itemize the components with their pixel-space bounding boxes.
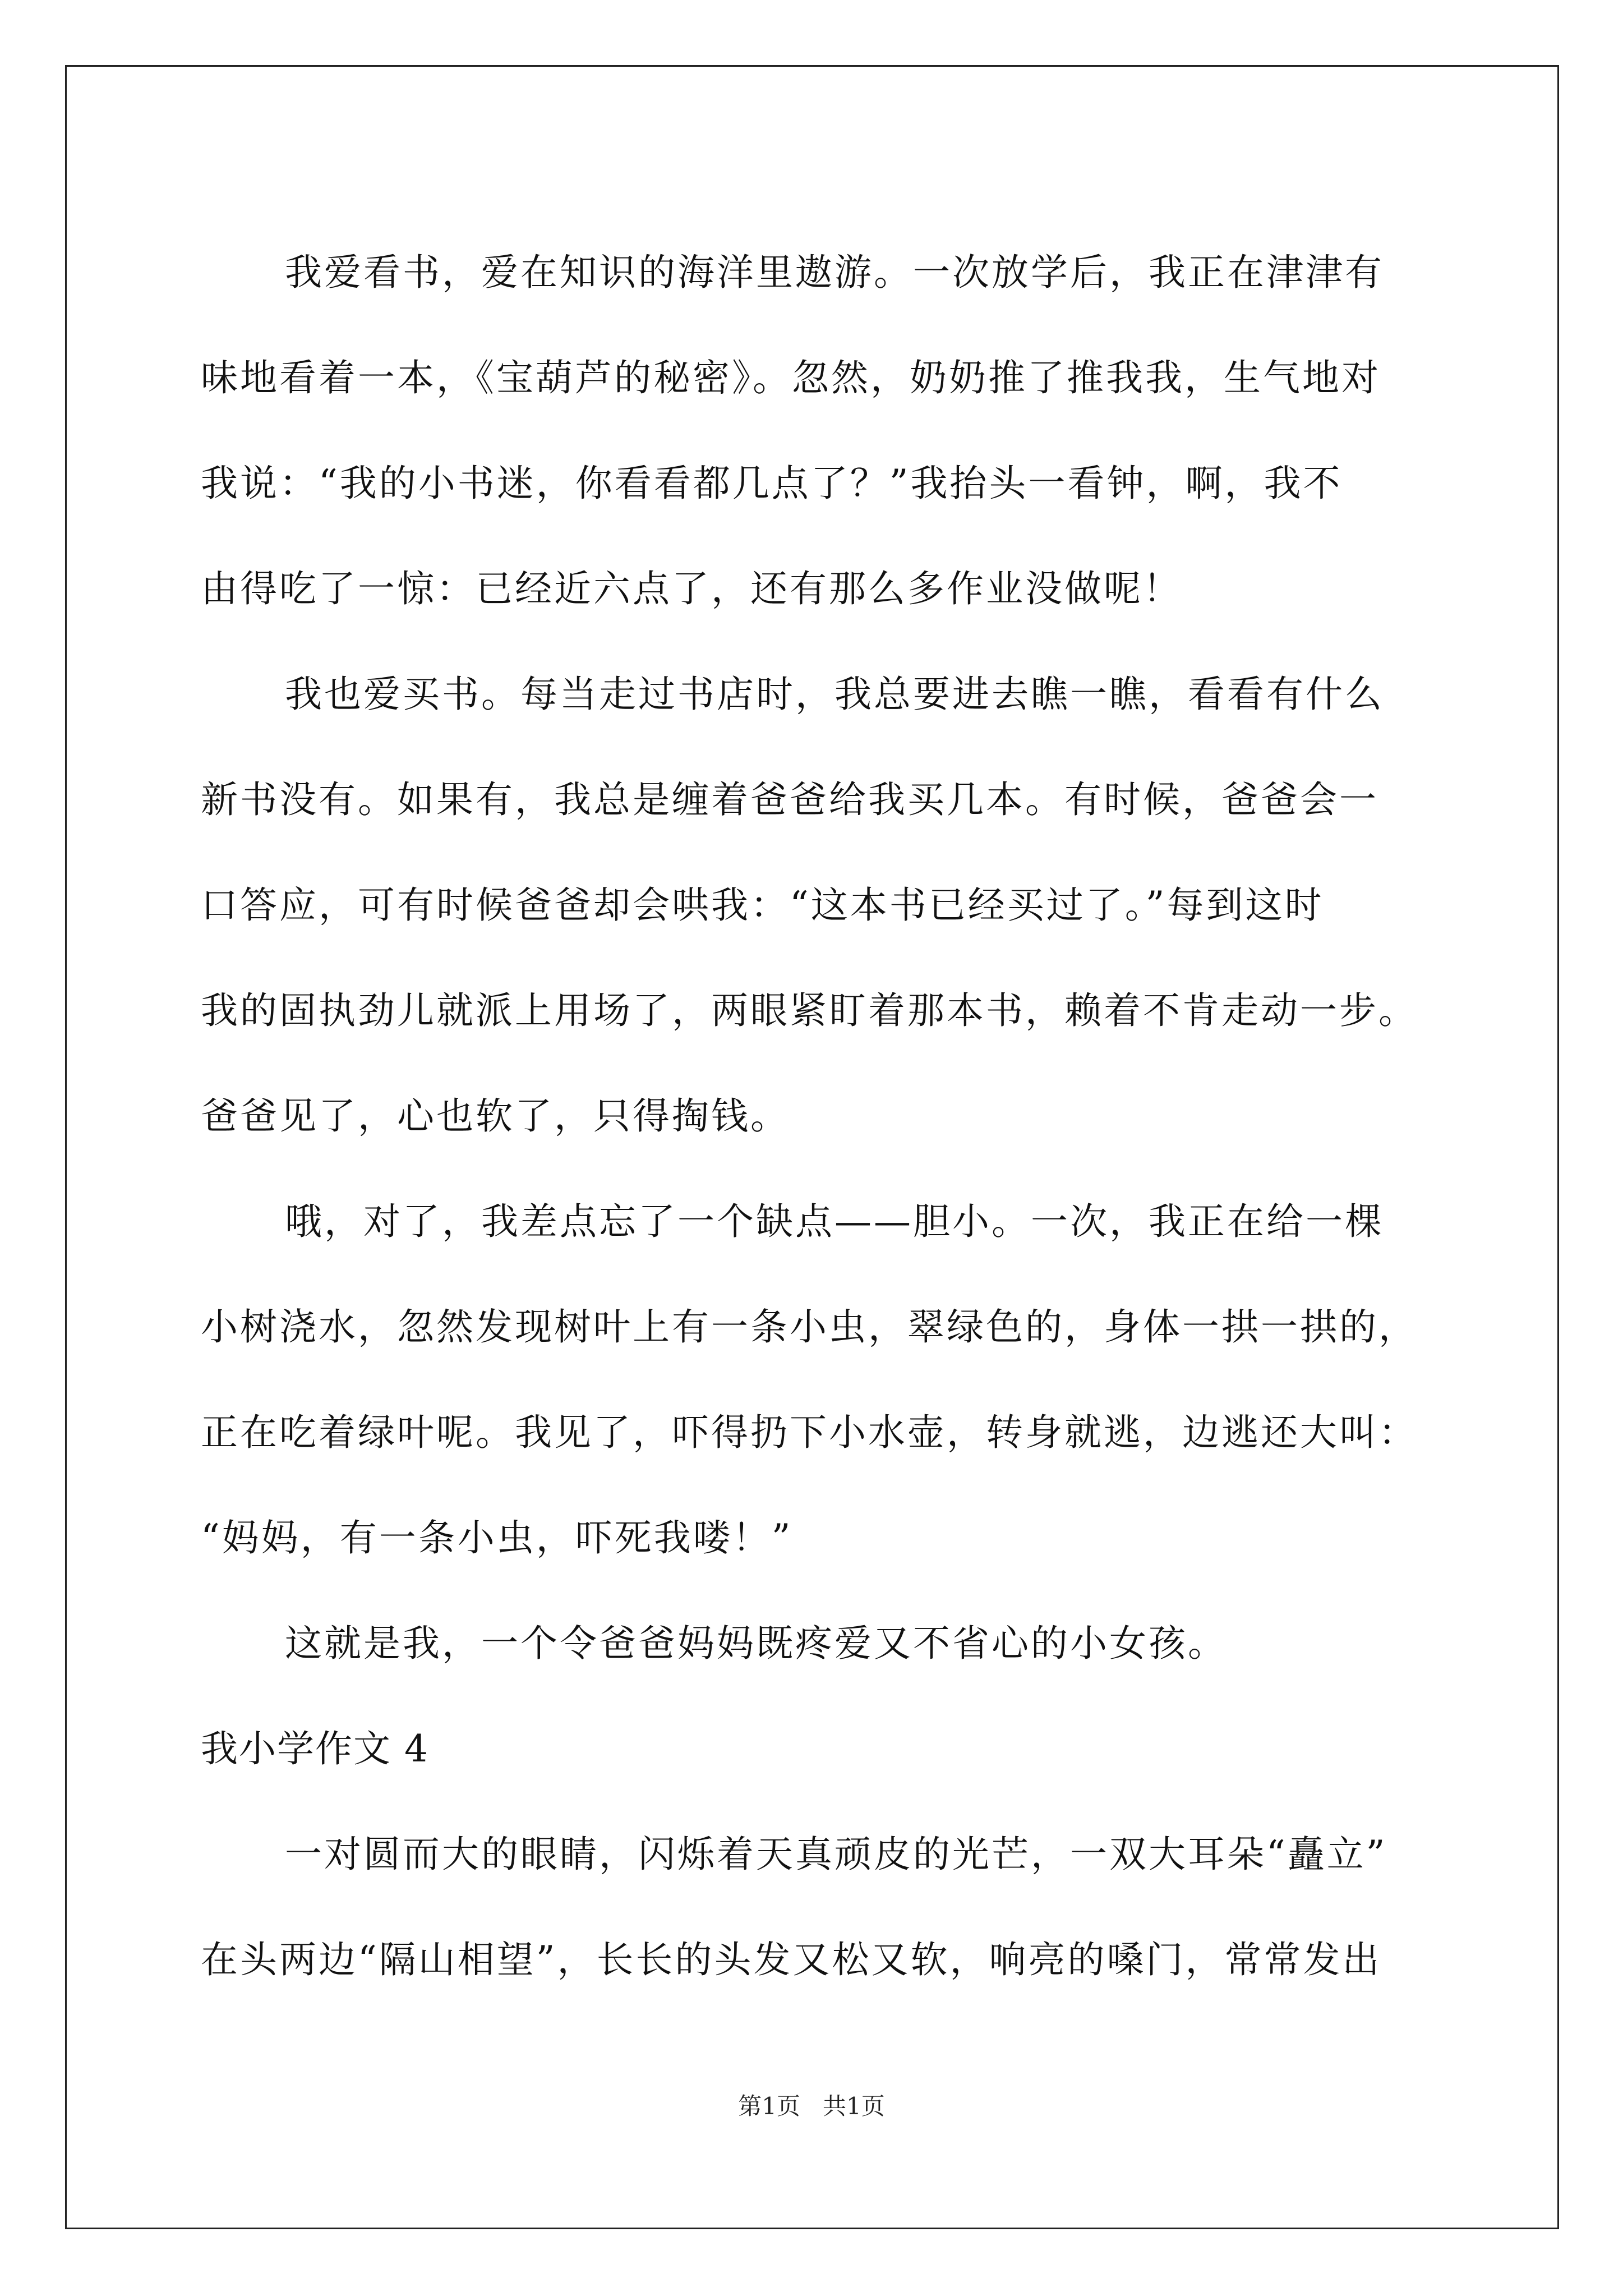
section-heading: 我小学作文 4 — [201, 1727, 429, 1770]
text-line: 味地看着一本，《宝葫芦的秘密》。忽然，奶奶推了推我我，生气地对 — [201, 356, 1381, 399]
text-line: 口答应，可有时候爸爸却会哄我：“这本书已经买过了。”每到这时 — [201, 884, 1324, 927]
document-body — [201, 220, 1429, 2013]
text-line: 由得吃了一惊：已经近六点了，还有那么多作业没做呢！ — [201, 567, 1182, 610]
text-line: 我的固执劲儿就派上用场了，两眼紧盯着那本书，赖着不肯走动一步。 — [201, 989, 1418, 1032]
text-line: 一对圆而大的眼睛，闪烁着天真顽皮的光芒，一双大耳朵“矗立” — [285, 1833, 1387, 1876]
page-number-footer — [0, 2090, 1623, 2123]
text-line: 新书没有。如果有，我总是缠着爸爸给我买几本。有时候，爸爸会一 — [201, 778, 1378, 821]
text-line: 哦，对了，我差点忘了一个缺点——胆小。一次，我正在给一棵 — [285, 1200, 1384, 1243]
text-line: 正在吃着绿叶呢。我见了，吓得扔下小水壶，转身就逃，边逃还大叫： — [201, 1411, 1418, 1454]
text-line: 这就是我，一个令爸爸妈妈既疼爱又不省心的小女孩。 — [285, 1622, 1227, 1665]
text-line: 小树浇水，忽然发现树叶上有一条小虫，翠绿色的，身体一拱一拱的， — [201, 1305, 1418, 1349]
text-line: 在头两边“隔山相望”，长长的头发又松又软，响亮的嗓门，常常发出 — [201, 1938, 1382, 1981]
text-line: 我爱看书，爱在知识的海洋里遨游。一次放学后，我正在津津有 — [285, 251, 1384, 294]
page-number-text: 第1页 共1页 — [738, 2092, 885, 2120]
text-line: 我说：“我的小书迷，你看看都几点了？”我抬头一看钟，啊，我不 — [201, 462, 1343, 505]
text-line: 我也爱买书。每当走过书店时，我总要进去瞧一瞧，看看有什么 — [285, 673, 1384, 716]
text-line: “妈妈，有一条小虫，吓死我喽！” — [201, 1516, 793, 1559]
text-line: 爸爸见了，心也软了，只得掏钱。 — [201, 1094, 790, 1138]
